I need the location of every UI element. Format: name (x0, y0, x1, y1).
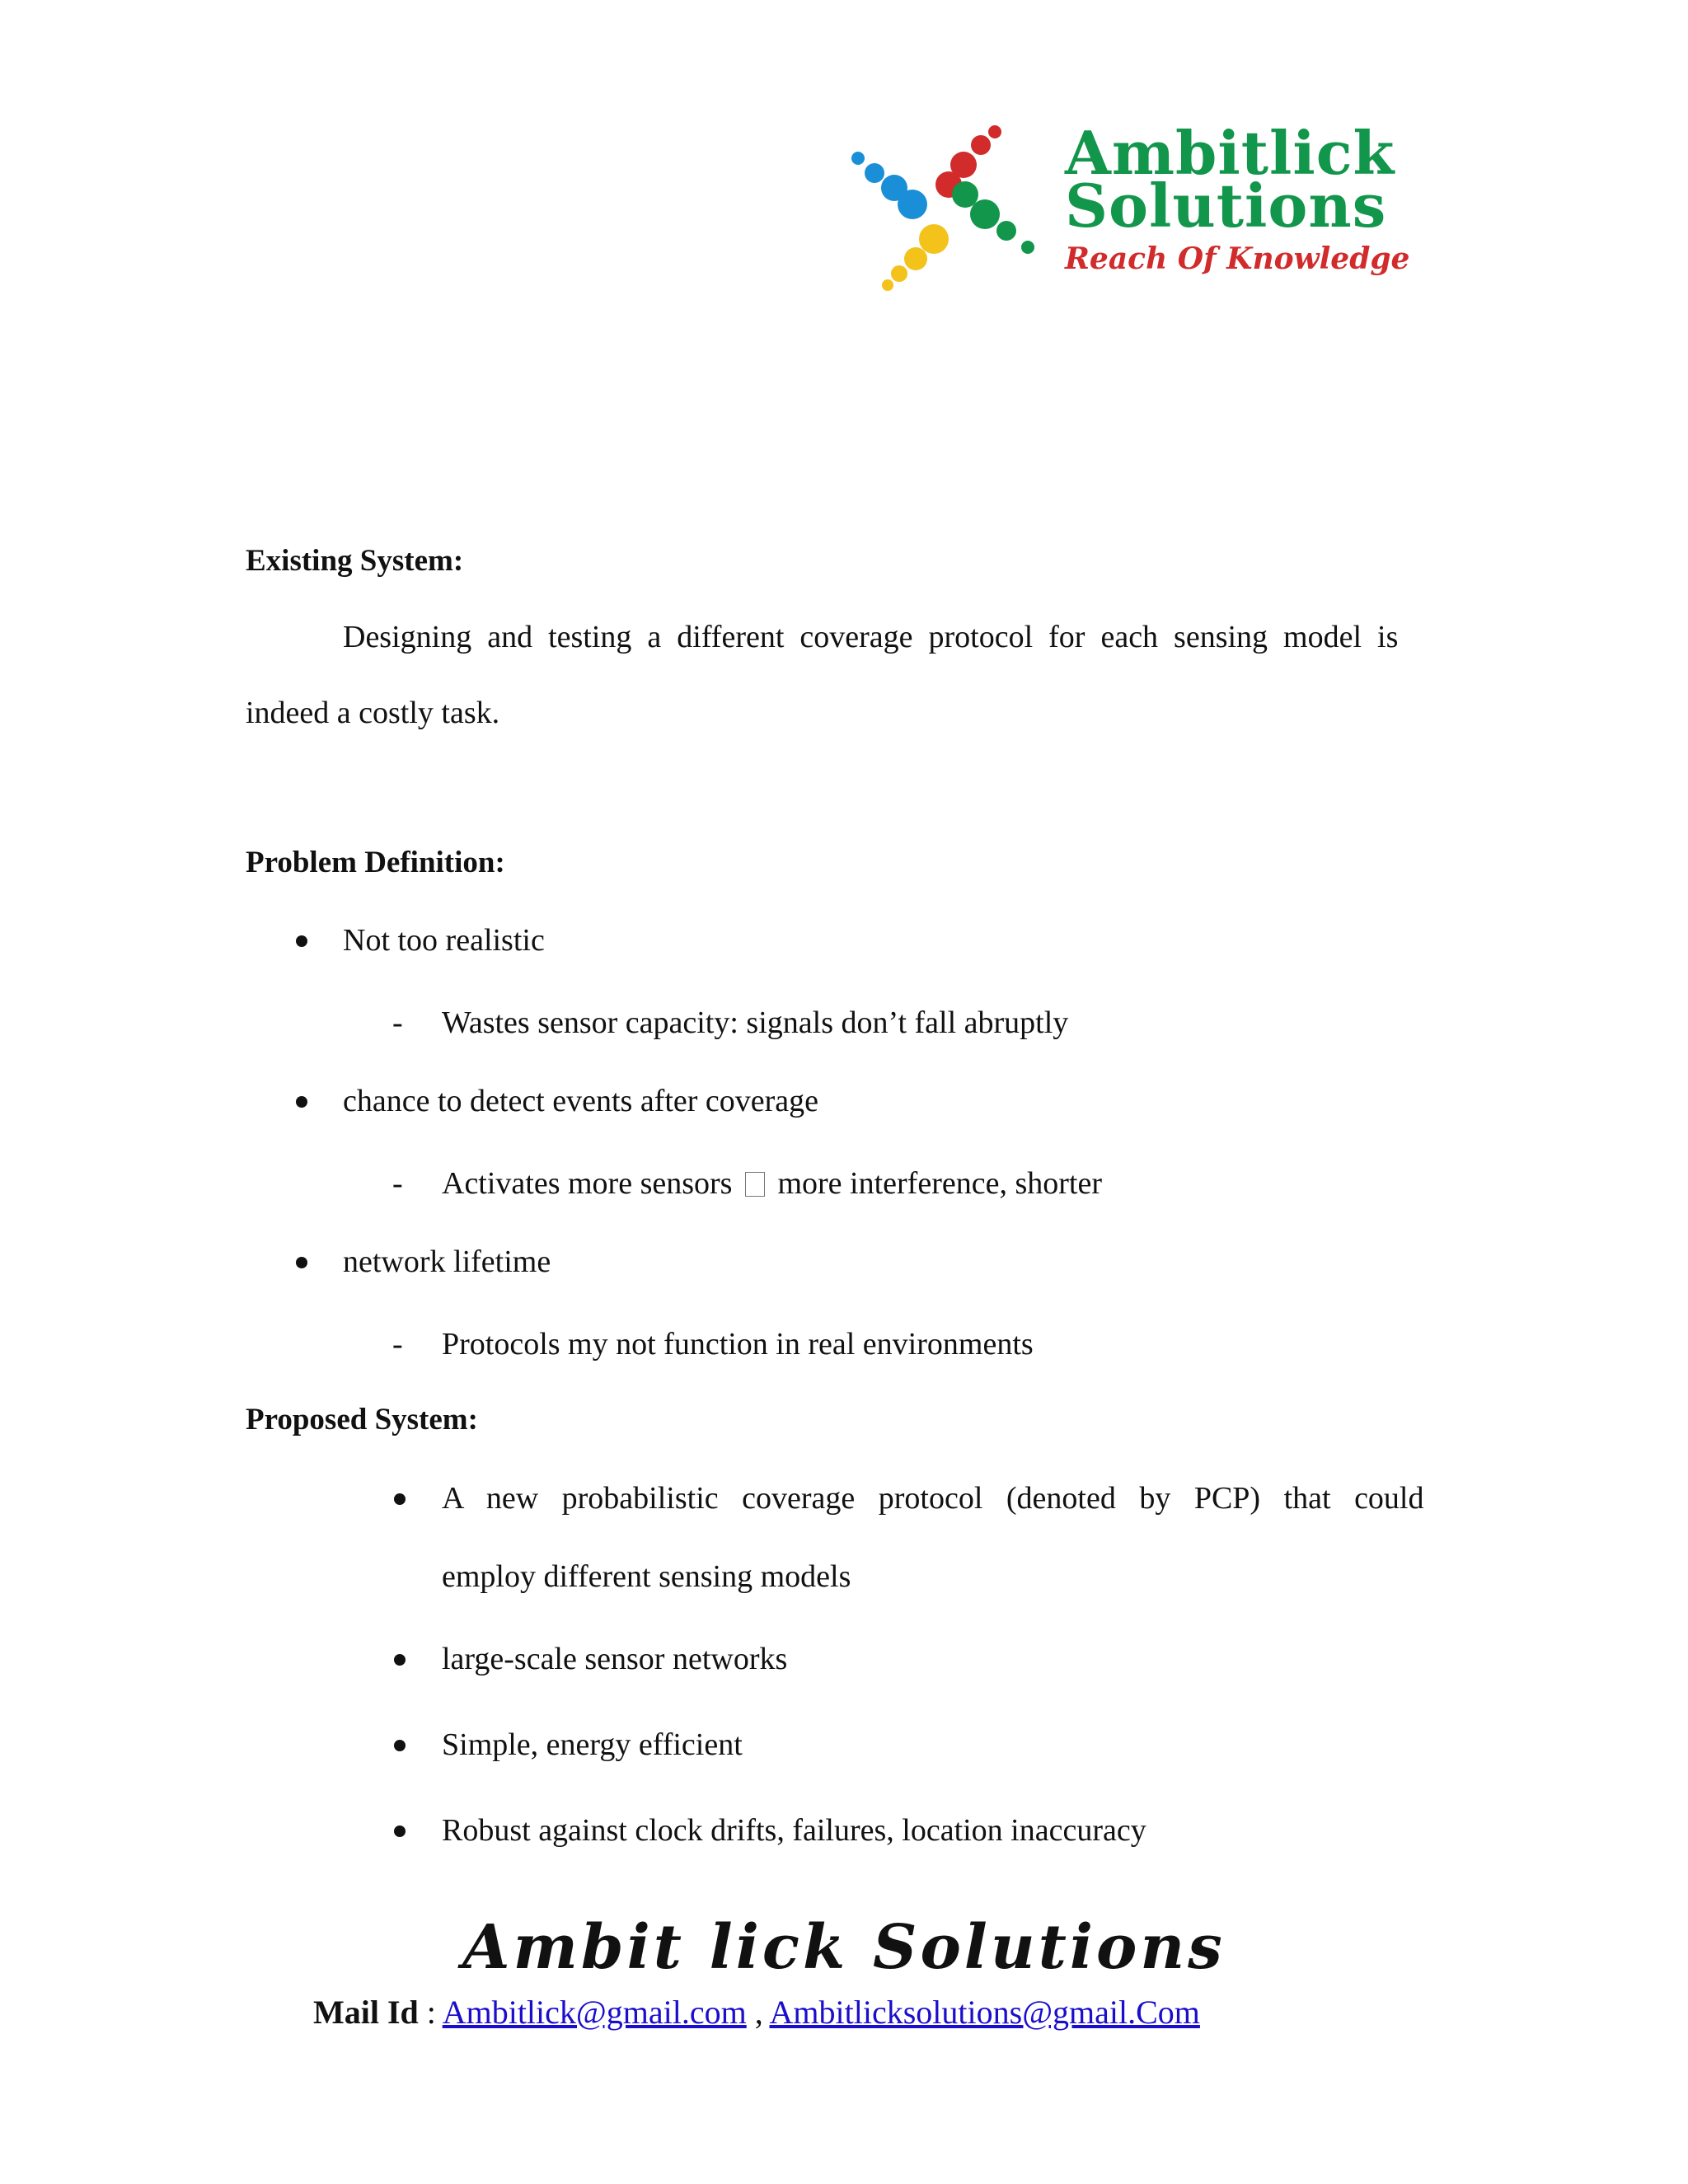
bullet-dot-icon (394, 1493, 406, 1505)
email-link-2[interactable]: Ambitlicksolutions@gmail.Com (769, 1994, 1200, 2031)
existing-system-para-line2: indeed a costly task. (246, 696, 500, 730)
bullet-dot-icon (296, 935, 307, 947)
proposed-item-2: large-scale sensor networks (442, 1642, 788, 1676)
proposed-item-4: Robust against clock drifts, failures, location inaccuracy (442, 1813, 1146, 1848)
footer-mail-line (313, 1993, 1200, 2032)
logo-mark-icon (845, 115, 1067, 297)
logo-line-2: Solutions (1065, 171, 1387, 241)
bullet-dot-icon (394, 1825, 406, 1837)
proposed-item-3: Simple, energy efficient (442, 1727, 743, 1762)
dash-icon: - (392, 1005, 403, 1040)
bullet-dot-icon (394, 1654, 406, 1666)
dash-icon: - (392, 1327, 403, 1361)
proposed-system-heading: Proposed System: (246, 1403, 478, 1436)
mail-label: Mail Id (313, 1994, 419, 2031)
dash-icon: - (392, 1166, 403, 1201)
existing-system-para-line1: Designing and testing a different coverage protocol for each sensing model is (343, 620, 1399, 654)
problem-subitem-2-part-a: Activates more sensors (442, 1166, 733, 1201)
proposed-item-1-line1: A new probabilistic coverage protocol (denoted by PCP) that could (442, 1481, 1424, 1516)
bullet-dot-icon (296, 1096, 307, 1108)
logo-line-1: Ambitlick (1065, 118, 1395, 188)
proposed-item-1-line2: employ different sensing models (442, 1559, 851, 1594)
problem-subitem-3: Protocols my not function in real environments (442, 1327, 1034, 1361)
mail-separator: : (418, 1994, 443, 2031)
problem-item-1: Not too realistic (343, 923, 545, 958)
problem-subitem-1: Wastes sensor capacity: signals don’t fall abruptly (442, 1005, 1069, 1040)
existing-system-heading: Existing System: (246, 544, 464, 578)
problem-item-2: chance to detect events after coverage (343, 1084, 819, 1118)
problem-subitem-2 (442, 1165, 1102, 1202)
arrow-symbol-icon (745, 1172, 765, 1197)
bullet-dot-icon (394, 1740, 406, 1751)
problem-item-3: network lifetime (343, 1244, 551, 1279)
bullet-dot-icon (296, 1257, 307, 1268)
problem-subitem-2-part-b: more interference, shorter (777, 1166, 1102, 1201)
mail-comma: , (746, 1994, 770, 2031)
footer-brand: Ambit lick Solutions (462, 1912, 1226, 1983)
problem-definition-heading: Problem Definition: (246, 846, 505, 879)
email-link-1[interactable]: Ambitlick@gmail.com (442, 1994, 747, 2031)
logo-tagline: Reach Of Knowledge (1065, 241, 1410, 276)
logo-wordmark (1065, 118, 1411, 330)
